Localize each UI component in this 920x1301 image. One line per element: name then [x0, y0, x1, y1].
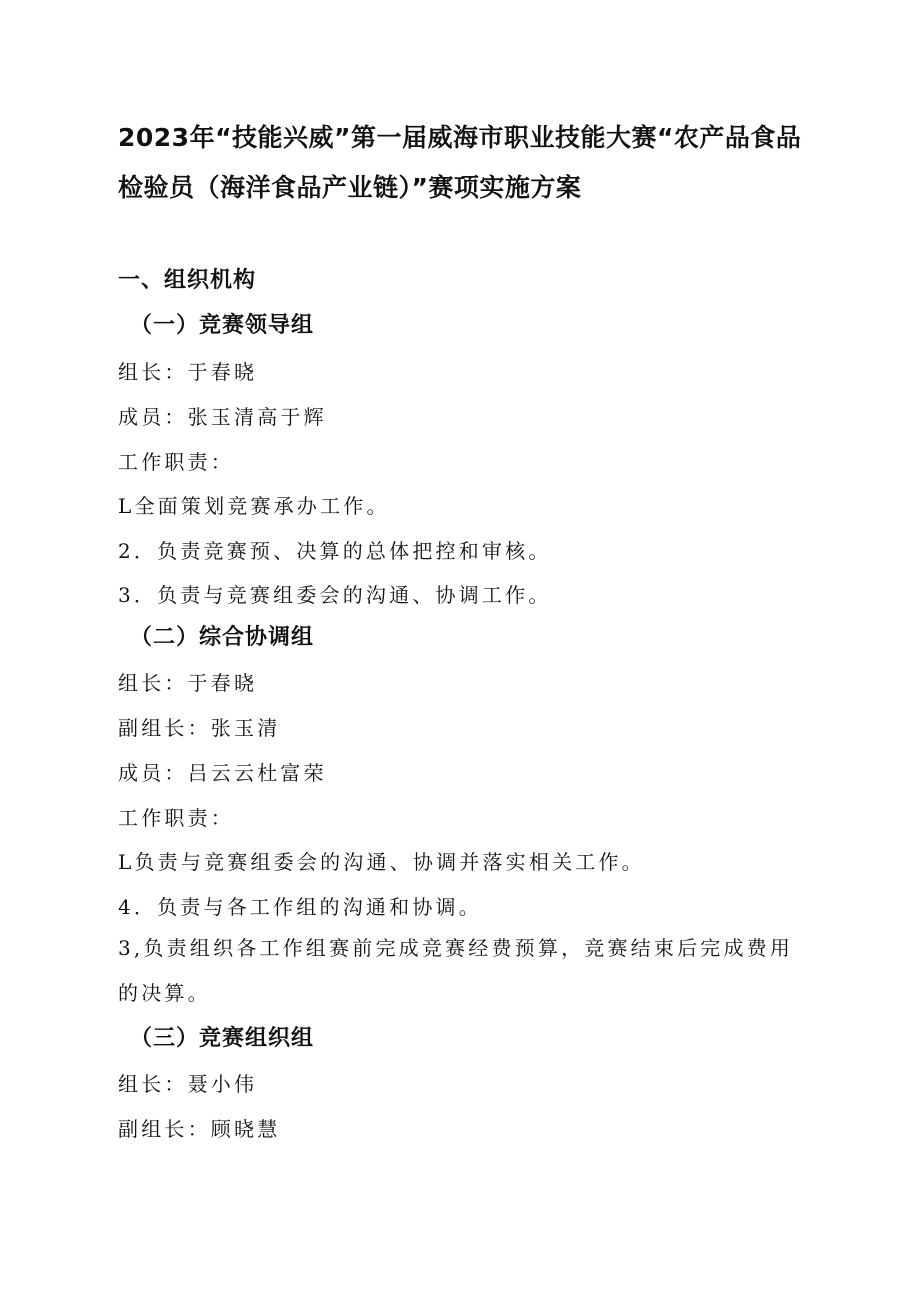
group2-duties-label: 工作职责：: [118, 806, 234, 830]
group1-duty-1: L全面策划竞赛承办工作。: [118, 494, 390, 518]
group1-leader: 组长：于春晓: [118, 360, 258, 384]
group2-heading: （二）综合协调组: [130, 625, 315, 650]
group3-deputy: 副组长：顾晓慧: [118, 1117, 281, 1141]
section-heading-organization: 一、组织机构: [118, 268, 257, 293]
group1-duty-2: 2．负责竞赛预、决算的总体把控和审核。: [118, 539, 552, 563]
group2-deputy: 副组长：张玉清: [118, 716, 281, 740]
group2-duty-2: 4．负责与各工作组的沟通和协调。: [118, 895, 482, 919]
group1-duty-3: 3．负责与竞赛组委会的沟通、协调工作。: [118, 583, 552, 607]
group2-leader: 组长：于春晓: [118, 671, 258, 695]
group3-heading: （三）竞赛组织组: [130, 1026, 315, 1051]
group1-members: 成员：张玉清高于辉: [118, 405, 327, 429]
group1-heading: （一）竞赛领导组: [130, 313, 315, 338]
group2-members: 成员：吕云云杜富荣: [118, 761, 327, 785]
group2-duty-1: L负责与竞赛组委会的沟通、协调并落实相关工作。: [118, 850, 645, 874]
group2-duty-3: 3,负责组织各工作组赛前完成竞赛经费预算，竞赛结束后完成费用的决算。: [118, 936, 794, 1005]
document-title: 2023年“技能兴威”第一届威海市职业技能大赛“农产品食品检验员（海洋食品产业链）”赛项实施方案: [118, 123, 802, 202]
group3-leader: 组长：聂小伟: [118, 1072, 258, 1096]
group1-duties-label: 工作职责：: [118, 450, 234, 474]
